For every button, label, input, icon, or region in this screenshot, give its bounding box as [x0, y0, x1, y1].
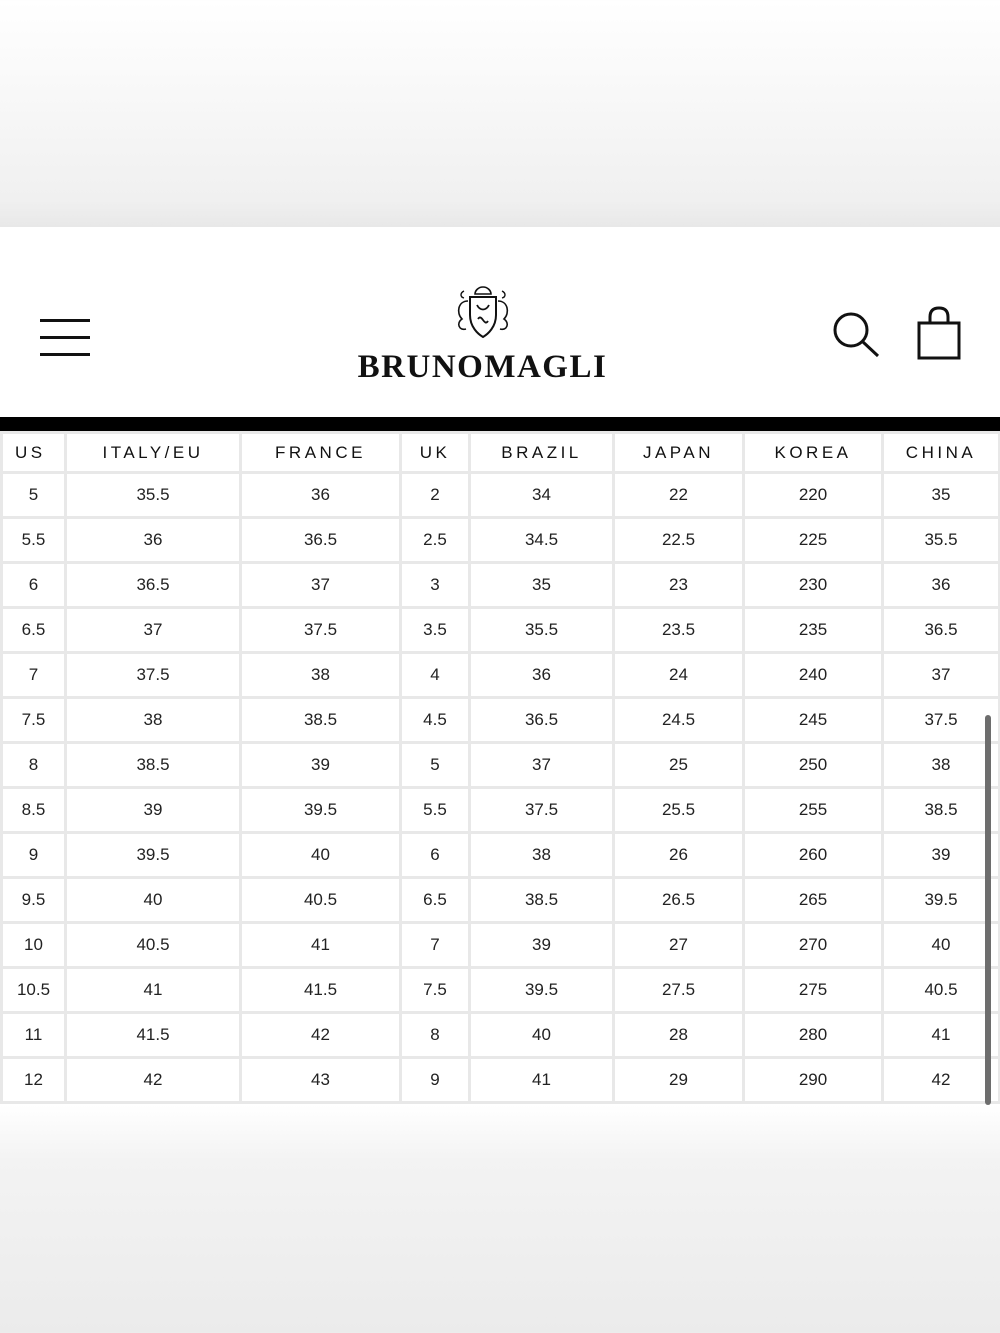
table-cell: 38: [67, 699, 239, 741]
column-header-italy-eu: ITALY/EU: [67, 434, 239, 471]
table-row: [3, 1014, 998, 1056]
table-cell: 38.5: [884, 789, 998, 831]
table-cell: 39.5: [884, 879, 998, 921]
column-header-uk: UK: [402, 434, 468, 471]
table-cell: 9: [3, 834, 64, 876]
table-cell: 225: [745, 519, 881, 561]
table-cell: 7.5: [3, 699, 64, 741]
table-cell: 26.5: [615, 879, 742, 921]
table-cell: 38: [471, 834, 612, 876]
table-cell: 35: [471, 564, 612, 606]
brand-wordmark: BRUNOMAGLI: [357, 349, 608, 385]
table-cell: 29: [615, 1059, 742, 1101]
table-cell: 39: [471, 924, 612, 966]
header-divider: [0, 417, 1000, 431]
table-cell: 8.5: [3, 789, 64, 831]
table-cell: 39.5: [471, 969, 612, 1011]
table-cell: 5: [3, 474, 64, 516]
table-cell: 27: [615, 924, 742, 966]
table-cell: 6.5: [3, 609, 64, 651]
table-cell: 240: [745, 654, 881, 696]
table-cell: 36.5: [884, 609, 998, 651]
table-row: [3, 969, 998, 1011]
table-cell: 37.5: [884, 699, 998, 741]
table-cell: 37: [67, 609, 239, 651]
table-row: [3, 924, 998, 966]
table-cell: 10.5: [3, 969, 64, 1011]
table-cell: 230: [745, 564, 881, 606]
table-cell: 37.5: [242, 609, 399, 651]
table-cell: 9.5: [3, 879, 64, 921]
scrollbar[interactable]: [985, 715, 991, 1105]
table-cell: 260: [745, 834, 881, 876]
table-cell: 37.5: [67, 654, 239, 696]
table-row: [3, 1059, 998, 1101]
table-cell: 35.5: [471, 609, 612, 651]
table-cell: 38.5: [67, 744, 239, 786]
table-cell: 39: [884, 834, 998, 876]
table-cell: 41: [884, 1014, 998, 1056]
table-cell: 5: [402, 744, 468, 786]
table-cell: 36: [884, 564, 998, 606]
menu-button[interactable]: [40, 319, 90, 357]
table-cell: 220: [745, 474, 881, 516]
table-cell: 255: [745, 789, 881, 831]
table-cell: 40: [67, 879, 239, 921]
table-cell: 36: [471, 654, 612, 696]
table-cell: 36: [67, 519, 239, 561]
table-cell: 40: [884, 924, 998, 966]
table-row: [3, 879, 998, 921]
table-cell: 39: [242, 744, 399, 786]
table-row: [3, 654, 998, 696]
table-cell: 245: [745, 699, 881, 741]
table-cell: 27.5: [615, 969, 742, 1011]
table-cell: 37: [242, 564, 399, 606]
table-cell: 11: [3, 1014, 64, 1056]
table-cell: 38.5: [471, 879, 612, 921]
column-header-korea: KOREA: [745, 434, 881, 471]
table-cell: 2.5: [402, 519, 468, 561]
table-cell: 34: [471, 474, 612, 516]
table-cell: 28: [615, 1014, 742, 1056]
table-cell: 4: [402, 654, 468, 696]
column-header-china: CHINA: [884, 434, 998, 471]
table-cell: 36.5: [67, 564, 239, 606]
size-chart-table: [0, 431, 1000, 1104]
table-cell: 6: [402, 834, 468, 876]
table-cell: 25: [615, 744, 742, 786]
table-cell: 2: [402, 474, 468, 516]
table-cell: 24.5: [615, 699, 742, 741]
table-cell: 8: [402, 1014, 468, 1056]
table-cell: 280: [745, 1014, 881, 1056]
table-cell: 290: [745, 1059, 881, 1101]
table-cell: 41: [67, 969, 239, 1011]
table-cell: 39.5: [242, 789, 399, 831]
table-cell: 39: [67, 789, 239, 831]
table-cell: 40.5: [884, 969, 998, 1011]
column-header-france: FRANCE: [242, 434, 399, 471]
table-cell: 23: [615, 564, 742, 606]
search-icon: [830, 309, 882, 361]
table-cell: 40: [242, 834, 399, 876]
table-row: [3, 699, 998, 741]
table-cell: 36.5: [242, 519, 399, 561]
search-button[interactable]: [830, 309, 882, 361]
table-row: [3, 564, 998, 606]
table-cell: 12: [3, 1059, 64, 1101]
table-cell: 5.5: [3, 519, 64, 561]
table-cell: 8: [3, 744, 64, 786]
table-cell: 7.5: [402, 969, 468, 1011]
column-header-brazil: BRAZIL: [471, 434, 612, 471]
table-cell: 41.5: [242, 969, 399, 1011]
table-cell: 42: [884, 1059, 998, 1101]
table-cell: 5.5: [402, 789, 468, 831]
shopping-bag-icon: [914, 305, 964, 361]
table-cell: 42: [242, 1014, 399, 1056]
table-row: [3, 609, 998, 651]
table-cell: 22.5: [615, 519, 742, 561]
table-cell: 34.5: [471, 519, 612, 561]
brand-logo[interactable]: [330, 283, 635, 388]
table-cell: 25.5: [615, 789, 742, 831]
table-cell: 26: [615, 834, 742, 876]
column-header-japan: JAPAN: [615, 434, 742, 471]
table-cell: 235: [745, 609, 881, 651]
table-cell: 275: [745, 969, 881, 1011]
table-row: [3, 834, 998, 876]
table-row: [3, 519, 998, 561]
table-header-row: [3, 434, 998, 471]
table-cell: 4.5: [402, 699, 468, 741]
table-cell: 43: [242, 1059, 399, 1101]
table-cell: 3.5: [402, 609, 468, 651]
table-cell: 38.5: [242, 699, 399, 741]
table-cell: 40.5: [242, 879, 399, 921]
cart-button[interactable]: [914, 305, 964, 361]
table-cell: 24: [615, 654, 742, 696]
table-row: [3, 474, 998, 516]
table-cell: 7: [402, 924, 468, 966]
table-cell: 35: [884, 474, 998, 516]
table-cell: 7: [3, 654, 64, 696]
hamburger-menu-line: [40, 353, 90, 356]
table-cell: 39.5: [67, 834, 239, 876]
table-cell: 3: [402, 564, 468, 606]
table-cell: 36.5: [471, 699, 612, 741]
table-cell: 10: [3, 924, 64, 966]
table-cell: 22: [615, 474, 742, 516]
table-cell: 6.5: [402, 879, 468, 921]
table-cell: 6: [3, 564, 64, 606]
table-cell: 270: [745, 924, 881, 966]
table-cell: 38: [884, 744, 998, 786]
table-cell: 37.5: [471, 789, 612, 831]
table-cell: 42: [67, 1059, 239, 1101]
table-cell: 41.5: [67, 1014, 239, 1056]
table-cell: 41: [471, 1059, 612, 1101]
table-cell: 23.5: [615, 609, 742, 651]
table-cell: 37: [471, 744, 612, 786]
table-cell: 250: [745, 744, 881, 786]
table-cell: 40.5: [67, 924, 239, 966]
table-cell: 38: [242, 654, 399, 696]
table-cell: 35.5: [67, 474, 239, 516]
table-cell: 41: [242, 924, 399, 966]
hamburger-menu-line: [40, 336, 90, 339]
table-cell: 36: [242, 474, 399, 516]
table-cell: 9: [402, 1059, 468, 1101]
table-cell: 40: [471, 1014, 612, 1056]
column-header-us: US: [3, 434, 64, 471]
hamburger-menu-icon: [40, 319, 90, 322]
table-row: [3, 744, 998, 786]
crest-icon: [450, 283, 516, 341]
table-cell: 265: [745, 879, 881, 921]
table-cell: 37: [884, 654, 998, 696]
table-cell: 35.5: [884, 519, 998, 561]
table-row: [3, 789, 998, 831]
